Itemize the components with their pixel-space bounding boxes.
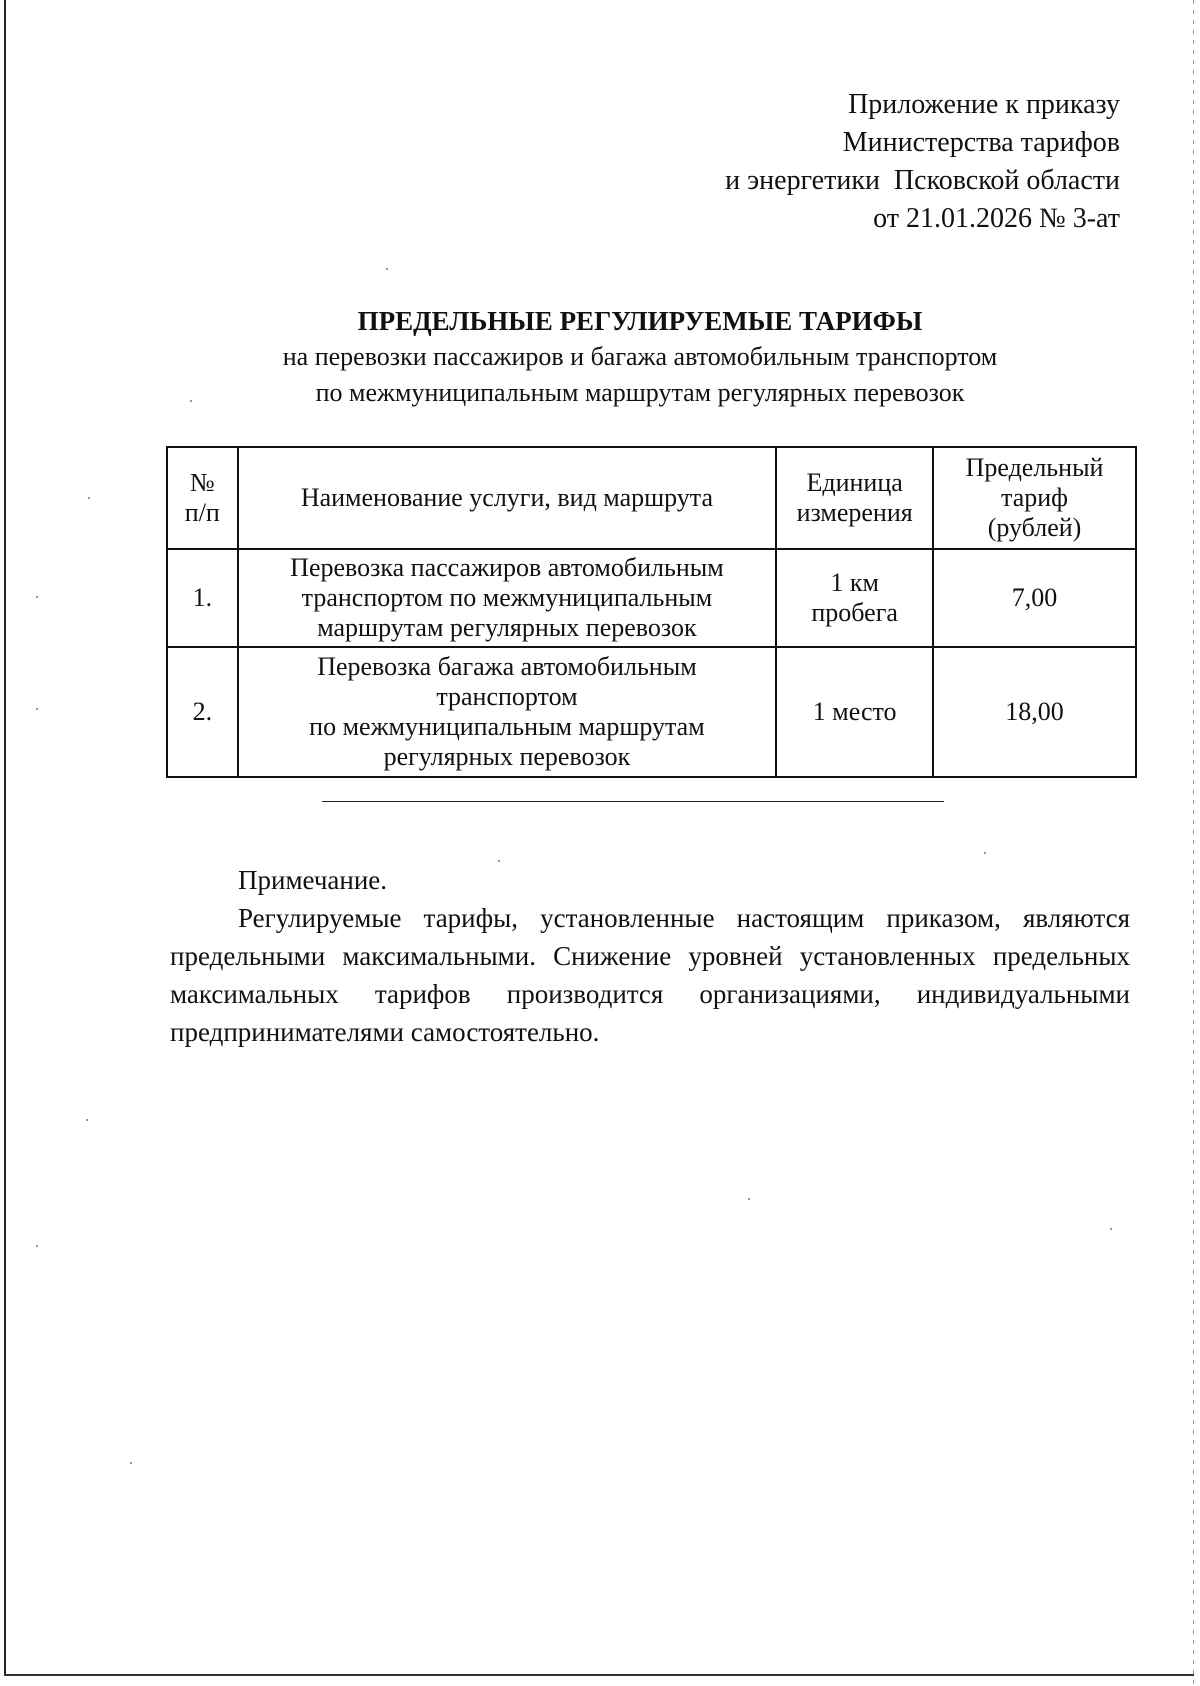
- attachment-header: [725, 86, 1120, 238]
- separator-line: [322, 801, 944, 802]
- document-subtitle-line: по межмуниципальным маршрутам регулярных перевозок: [315, 378, 965, 407]
- cell-tariff: 18,00: [933, 647, 1136, 777]
- cell-text: транспортом по межмуниципальным: [301, 583, 713, 612]
- document-subtitle-line: на перевозки пассажиров и багажа автомобильным транспортом: [282, 342, 998, 371]
- attachment-line: Приложение к приказу: [848, 89, 1120, 120]
- cell-service-name: [238, 549, 777, 647]
- scan-speck: [748, 1198, 750, 1200]
- scan-speck: [86, 1119, 88, 1121]
- scan-speck: [36, 708, 38, 710]
- cell-text: по межмуниципальным маршрутам: [309, 712, 705, 741]
- header-text: Наименование услуги, вид маршрута: [300, 483, 714, 512]
- cell-number: 2.: [167, 647, 238, 777]
- document-title: ПРЕДЕЛЬНЫЕ РЕГУЛИРУЕМЫЕ ТАРИФЫ: [357, 306, 923, 336]
- note-heading: Примечание.: [238, 865, 388, 895]
- cell-tariff: 7,00: [933, 549, 1136, 647]
- cell-text: регулярных перевозок: [383, 742, 631, 771]
- scan-speck: [36, 1245, 38, 1247]
- attachment-line: от 21.01.2026 № 3-ат: [873, 203, 1120, 234]
- cell-text: Перевозка багажа автомобильным: [317, 652, 697, 681]
- cell-unit: [776, 647, 933, 777]
- scan-speck: [130, 1462, 132, 1464]
- header-text: Единица: [806, 468, 903, 497]
- cell-text: пробега: [811, 598, 898, 627]
- header-text: Предельный: [965, 453, 1104, 482]
- cell-text: 1 место: [812, 697, 897, 726]
- note-section: [170, 861, 1130, 1051]
- cell-text: транспортом: [436, 682, 578, 711]
- page-right-edge: [1193, 0, 1194, 1686]
- header-text: измерения: [796, 498, 913, 527]
- table-row: [167, 647, 1136, 777]
- header-text: тариф: [1001, 483, 1069, 512]
- scan-speck: [36, 596, 38, 598]
- attachment-line: и энергетики Псковской области: [725, 165, 1120, 196]
- scan-speck: [386, 268, 388, 270]
- header-text: (рублей): [987, 513, 1082, 542]
- header-tariff: [933, 447, 1136, 549]
- cell-unit: [776, 549, 933, 647]
- cell-text: Перевозка пассажиров автомобильным: [290, 553, 724, 582]
- cell-number: 1.: [167, 549, 238, 647]
- cell-text: 1 км: [830, 568, 879, 597]
- title-block: [110, 303, 1170, 411]
- table-header-row: [167, 447, 1136, 549]
- header-number: [167, 447, 238, 549]
- cell-service-name: [238, 647, 777, 777]
- header-unit: [776, 447, 933, 549]
- note-text: Регулируемые тарифы, установленные настоящим приказом, являются предельными максимальными. Снижение уровней установленных предельных максимальных тарифов производится организациями, индивидуальными предпринимателями самостоятельно.: [170, 903, 1130, 1047]
- tariff-table: [166, 446, 1137, 778]
- scan-speck: [984, 852, 986, 854]
- header-text: №: [189, 468, 215, 497]
- header-text: п/п: [184, 498, 220, 527]
- page-left-edge: [4, 0, 6, 1676]
- scan-speck: [88, 497, 90, 499]
- header-service-name: [238, 447, 777, 549]
- cell-text: маршрутам регулярных перевозок: [317, 613, 697, 642]
- attachment-line: Министерства тарифов: [842, 127, 1120, 158]
- page-bottom-edge: [4, 1674, 1194, 1676]
- table-row: [167, 549, 1136, 647]
- scan-speck: [1110, 1228, 1112, 1230]
